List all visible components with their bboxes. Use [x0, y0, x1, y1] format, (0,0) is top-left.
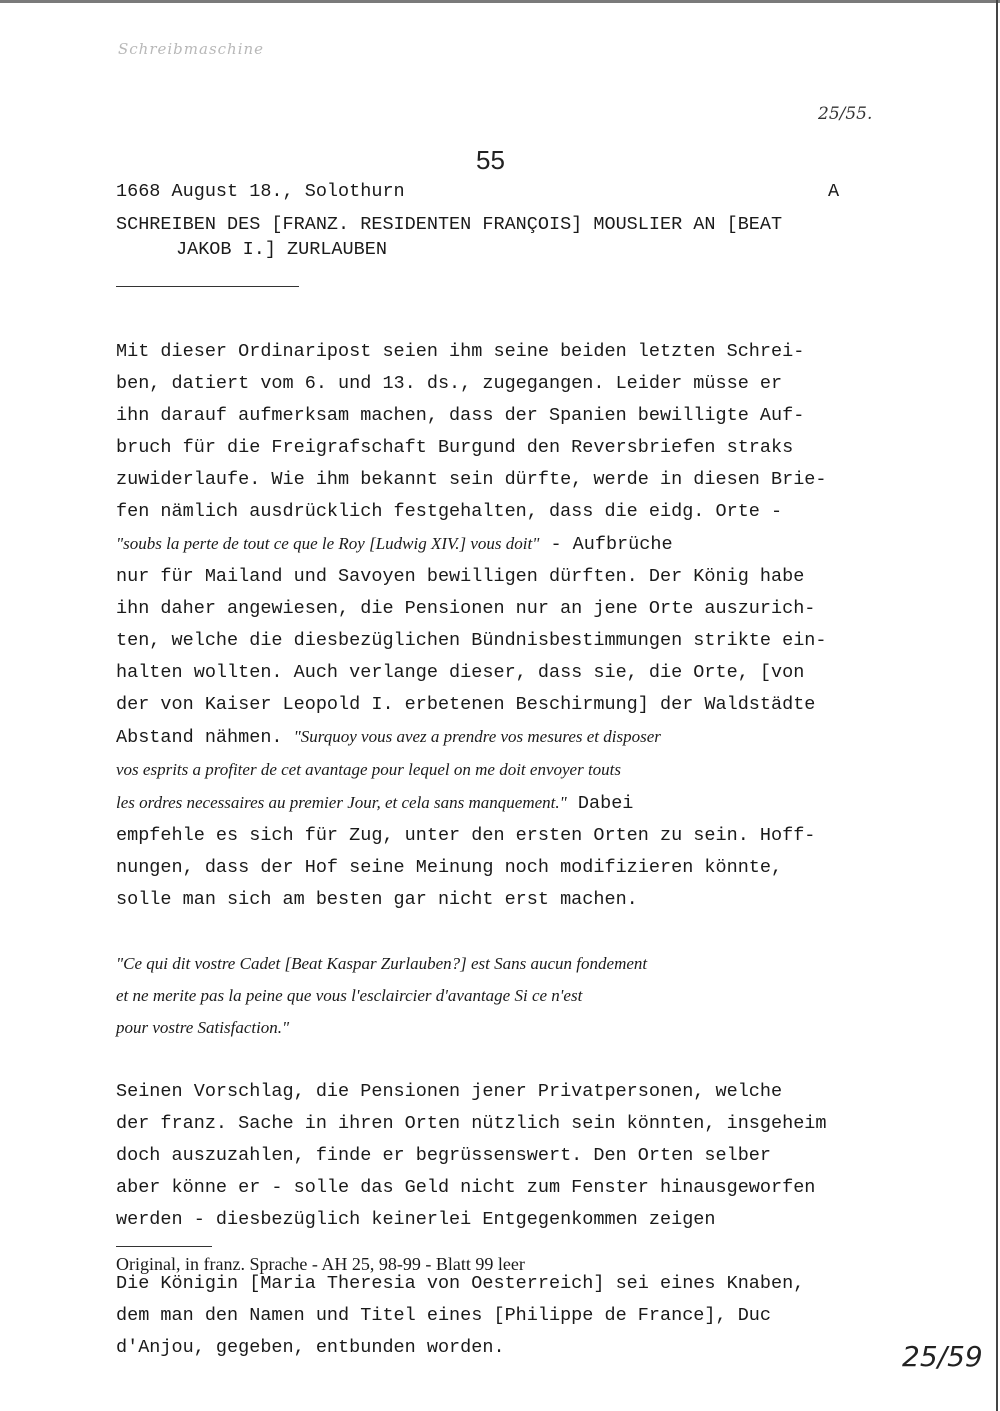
- document-title-line2: JAKOB I.] ZURLAUBEN: [176, 239, 387, 260]
- body-paragraph-4: Die Königin [Maria Theresia von Oesterreich] sei eines Knaben, dem man den Namen und Titel eines [Philippe de France], Duc d'Anjou, gegeben, entbunden worden.: [116, 1273, 805, 1358]
- french-quote-3: "Ce qui dit vostre Cadet [Beat Kaspar Zurlauben?] est Sans aucun fondement et ne merite pas la peine que vous l'esclaircier d'avantage Si ce n'est pour vostre Satisfaction.": [116, 954, 648, 1037]
- footer-separator: [116, 1246, 212, 1247]
- paragraph-1-text-a: Mit dieser Ordinaripost seien ihm seine beiden letzten Schrei- ben, datiert vom 6. und 13. ds., zugegangen. Leider müsse er ihn darauf aufmerksam machen, dass der Spanien bewilligte Auf- bruch für die Freigrafschaft Burgund den Reversbriefen straks zuwiderlaufe. Wie ihm bekannt sein dürfte, werde in diesen Brie- fen nämlich ausdrücklich festgehalten, dass die eidg. Orte -: [116, 341, 827, 522]
- source-note: Original, in franz. Sprache - AH 25, 98-99 - Blatt 99 leer: [116, 1254, 525, 1274]
- french-quote-2: "Surquoy vous avez a prendre vos mesures et disposer vos esprits a profiter de cet avantage pour lequel on me doit envoyer touts les ordres necessaires au premier Jour, et cela sans manquement.": [116, 727, 661, 812]
- right-edge-line: [996, 0, 998, 1411]
- smudged-stamp-text: Schreibmaschine: [118, 40, 265, 58]
- archive-reference: 25/55.: [818, 104, 873, 124]
- body-paragraph-3: Seinen Vorschlag, die Pensionen jener Privatpersonen, welche der franz. Sache in ihren Orten nützlich sein könnten, insgeheim doch auszuzahlen, finde er begrüssenswert. Den Orten selber aber könne er - solle das Geld nicht zum Fenster hinausgeworfen werden - diesbezüglich keinerlei Entgegenkommen zeigen: [116, 1081, 827, 1230]
- french-quote-1: "soubs la perte de tout ce que le Roy [Ludwig XIV.] vous doit": [116, 534, 540, 553]
- paragraph-1-text-b: - Aufbrüche nur für Mailand und Savoyen bewilligen dürften. Der König habe ihn daher angewiesen, die Pensionen nur an jene Orte auszurich- ten, welche die diesbezüglichen Bündnisbestimmungen strikte ein- halten wollten. Auch verlange dieser, dass sie, die Orte, [von der von Kaiser Leopold I. erbetenen Beschirmung] der Waldstädte Abstand nähmen.: [116, 534, 827, 748]
- paragraph-1-text-c: Dabei empfehle es sich für Zug, unter den ersten Orten zu sein. Hoff- nungen, dass der Hof seine Meinung noch modifizieren könnte, solle man sich am besten gar nicht erst machen.: [116, 793, 816, 910]
- header-separator: [116, 286, 299, 287]
- document-title-line1: SCHREIBEN DES [FRANZ. RESIDENTEN FRANÇOIS] MOUSLIER AN [BEAT: [116, 214, 783, 235]
- handwritten-folio-number: 25/59: [902, 1340, 983, 1373]
- date-place: 1668 August 18., Solothurn: [116, 181, 405, 202]
- body-paragraph-1: [116, 336, 906, 916]
- letter-code: A: [828, 181, 840, 202]
- top-edge-line: [0, 0, 1000, 3]
- page-number: 55: [476, 145, 505, 175]
- document-body: [116, 304, 906, 1396]
